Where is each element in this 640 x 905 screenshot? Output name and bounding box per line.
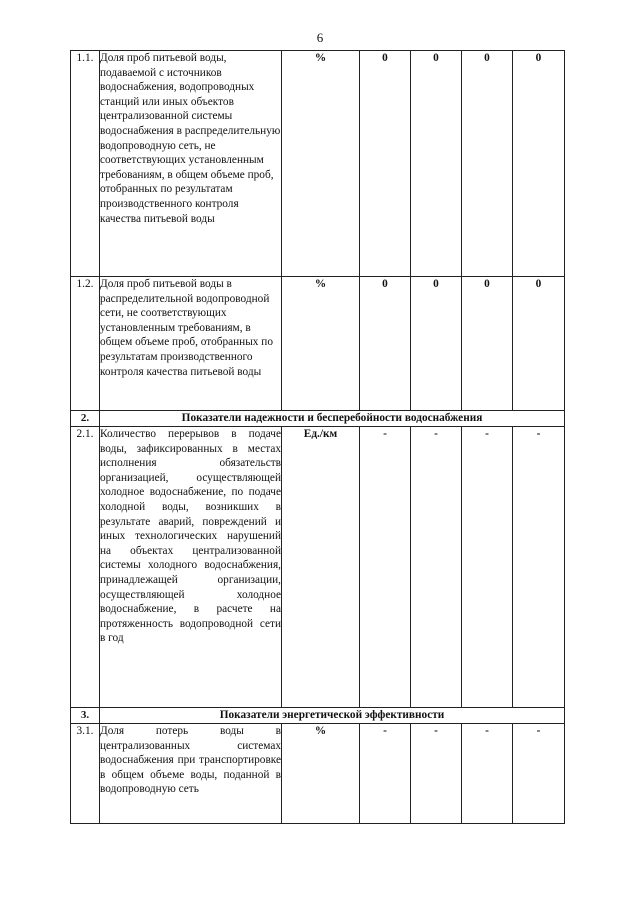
value-cell: -: [360, 427, 411, 708]
table-row: [71, 277, 565, 411]
value-cell: -: [462, 724, 513, 824]
table-row: [71, 51, 565, 277]
indicator-description: Доля проб питьевой воды, подаваемой с источников водоснабжения, водопроводных станций или иных объектов централизованной системы водоснабжения в распределительную водопроводную сеть, не соответствующих установленным требованиям, в общем объеме проб, отобранных по результатам производственного контроля качества питьевой воды: [100, 51, 282, 277]
unit-cell: %: [282, 51, 360, 277]
value-cell: -: [513, 427, 565, 708]
value-cell: 0: [411, 51, 462, 277]
value-cell: -: [411, 427, 462, 708]
section-number: 2.: [71, 411, 100, 427]
table-row: [71, 427, 565, 708]
unit-cell: %: [282, 724, 360, 824]
page-number: 6: [316, 30, 324, 45]
row-number: 2.1.: [71, 427, 100, 708]
value-cell: 0: [360, 51, 411, 277]
section-row: [71, 411, 565, 427]
value-cell: 0: [411, 277, 462, 411]
value-cell: -: [462, 427, 513, 708]
indicator-description: Доля проб питьевой воды в распределительной водопроводной сети, не соответствующих установленным требованиям, в общем объеме проб, отобранных по результатам производственного контроля качества питьевой воды: [100, 277, 282, 411]
value-cell: -: [360, 724, 411, 824]
value-cell: -: [513, 724, 565, 824]
row-number: 1.1.: [71, 51, 100, 277]
row-number: 3.1.: [71, 724, 100, 824]
row-number: 1.2.: [71, 277, 100, 411]
indicators-table: [70, 50, 565, 824]
section-title: Показатели энергетической эффективности: [100, 708, 565, 724]
value-cell: 0: [462, 277, 513, 411]
section-title: Показатели надежности и бесперебойности водоснабжения: [100, 411, 565, 427]
value-cell: 0: [360, 277, 411, 411]
value-cell: 0: [462, 51, 513, 277]
value-cell: 0: [513, 277, 565, 411]
unit-cell: Ед./км: [282, 427, 360, 708]
indicator-description: Доля потерь воды в централизованных системах водоснабжения при транспортировке в общем объеме воды, поданной в водопроводную сеть: [100, 724, 282, 824]
unit-cell: %: [282, 277, 360, 411]
section-number: 3.: [71, 708, 100, 724]
value-cell: 0: [513, 51, 565, 277]
indicator-description: Количество перерывов в подаче воды, зафиксированных в местах исполнения обязательств организацией, осуществляющей холодное водоснабжение, по подаче холодной воды, возникших в результате аварий, повреждений и иных технологических нарушений на объектах централизованной системы холодного водоснабжения, принадлежащей организации, осуществляющей холодное водоснабжение, в расчете на протяженность водопроводной сети в год: [100, 427, 282, 708]
table-row: [71, 724, 565, 824]
section-row: [71, 708, 565, 724]
value-cell: -: [411, 724, 462, 824]
